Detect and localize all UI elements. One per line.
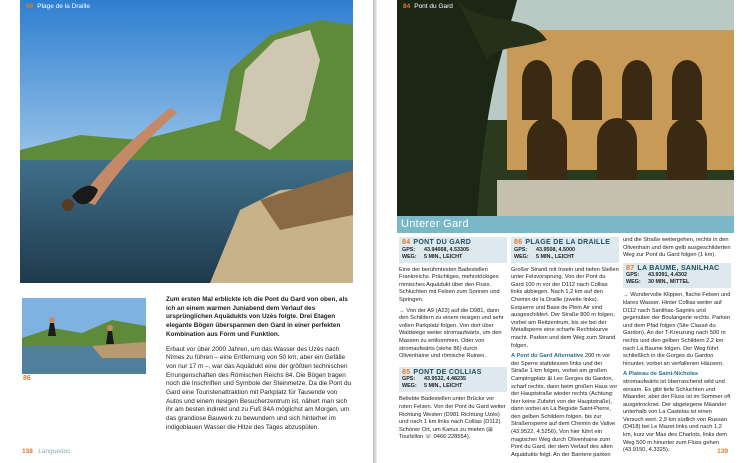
entry-86-header: [511, 237, 619, 263]
entry-87-text: → Wundervolle Klippen, flache Felsen und klares Wasser. Hinter Collias weiter auf D112 nach Sanilhac-Sagriès und gegenüber der Boulangerie rechts. Parken und dem Pfad folgen (Site Classé du Gardon). An der T-Kreuzung nach 500 m rechts und den gelben Schildern 2,2 km nach La Baume folgen. Der Weg führt schließlich in die Gorges du Gardon hinunter, vorbei an verfallenen Häusern.: [623, 292, 731, 367]
entry-84-route: → Von der A9 (A23) auf die D981, dann den Schildern zu einem riesigen und sehr vollen Parkplatz folgen. Von dort über Waldwege weiter stromaufwärts, um den Massen zu entkommen. Oder von stromaufwärts (siehe 86) durch Olivenhaine und römische Ruinen.: [399, 307, 504, 360]
main-photo-caption: [26, 3, 90, 10]
column-2: [511, 237, 619, 462]
diver-photo-illustration: [20, 0, 353, 283]
entry-85-gps: [402, 376, 504, 383]
weg-label: WEG:: [514, 253, 529, 260]
gps-label: GPS:: [514, 246, 528, 253]
entry-86-name: PLAGE DE LA DRAILLE: [525, 239, 611, 246]
entry-86-alt-title: A Pont du Gard Alternative: [511, 353, 584, 360]
gps-value: 43.94668, 4.53305: [424, 246, 469, 253]
entry-84-title: [402, 239, 504, 247]
entry-87-title: [626, 265, 728, 273]
weg-label: WEG:: [402, 253, 417, 260]
left-folio: [22, 448, 70, 455]
entry-84-header: [399, 237, 507, 263]
entry-85-text: Beliebte Badestellen unter Brücke vor roten Felsen. Von der Pont du Gard weiter Richtung Westen (D981 Richtung Uzès) und nach 1 km links nach Collias (D112). Schöner Ort, um Kanus zu mieten (⊞ Tourbillon ☏ 0466 228554).: [399, 396, 506, 441]
entry-84-weg: [402, 254, 504, 261]
section-band: [397, 216, 734, 233]
entry-87-header: [623, 263, 731, 289]
entry-85-weg: [402, 383, 504, 390]
aqueduct-photo-illustration: [397, 0, 734, 216]
right-photo-caption-text: Pont du Gard: [414, 3, 453, 10]
column-1: [399, 237, 507, 445]
weg-label: WEG:: [402, 383, 417, 390]
entry-86-continued: und die Straße weitergehen, rechts in den Olivenhain und dem gelb ausgeschilderten Weg zur Pont du Gard folgen (1 km).: [623, 237, 731, 259]
small-photo-number: 86: [23, 375, 31, 382]
weg-value: 30 MIN., MITTEL: [648, 279, 690, 286]
entry-86-text: Großer Strand mit Inseln und tiefen Stellen unter Felsvorsprung. Von der Pont du Gard 100 m vor der D112 nach Collias links abbiegen. Nach 1,2 km auf den Chemin de la Draille (zweite links). Esquerre und Base de Plein Air sind ausgeschildert. Der Straße 800 m folgen, vorbei am Reitzentrum, bis sie bei der Metallsperre eine scharfe Rechtskurve macht. Parken und dem Weg zum Strand folgen.: [511, 266, 619, 349]
gps-label: GPS:: [402, 246, 416, 253]
body-paragraph: Erbaut vor über 2000 Jahren, um das Wasser des Uzès nach Nîmes zu führen – eine Entfernung von 50 km, aber ein Gefälle von nur 17 m –, war das Aquädukt eine der größten technischen Errungenschaften des Römischen Reichs 84. Die Bögen tragen noch die Inschriften und Symbole der Steinmetze. Da die Pont du Gard eine Touristenattraktion mit Parkplatz für Tausende von Autos und einem riesigen Besucherzentrum ist, nähert man sich ihr am besten indirekt und zu Fuß 84A möglichst am Morgen, um das grandiose Bauwerk zu bewundern und sich hinterher im indigoblauen Wasser die Hitze des Tages abzuspülen.: [166, 345, 352, 431]
small-photo: [22, 298, 146, 374]
main-photo-diver: [20, 0, 353, 283]
left-folio-region: Languedoc: [38, 448, 71, 455]
section-title: Unterer Gard: [401, 218, 469, 230]
weg-value: 5 MIN., LEICHT: [424, 253, 463, 260]
entry-86-title: [514, 239, 616, 247]
main-photo-caption-text: Plage de la Draille: [37, 3, 90, 10]
left-folio-number: 138: [22, 448, 33, 455]
entry-86-alternative: [511, 353, 619, 459]
weg-label: WEG:: [626, 279, 641, 286]
gps-label: GPS:: [402, 376, 416, 383]
weg-value: 5 MIN., LEICHT: [424, 383, 463, 390]
right-folio: [717, 448, 728, 455]
entry-84-text: Eine der berühmtesten Badestellen Frankreichs. Prächtiges, mehrstöckiges römisches Aquädukt über den Fluss. Schluchten mit Felsen zum Sonnen und Springen.: [399, 266, 500, 303]
entry-85-header: [399, 367, 507, 393]
right-page: [377, 0, 750, 463]
entry-86-gps: [514, 247, 616, 254]
entry-86-weg: [514, 254, 616, 261]
entry-84-name: PONT DU GARD: [413, 239, 472, 246]
entry-87-number: 87: [626, 264, 635, 272]
entry-87-alternative: [623, 371, 731, 455]
right-photo-caption-number: 84: [403, 3, 411, 10]
intro-paragraph: Zum ersten Mal erblickte ich die Pont du Gard von oben, als ich an einem warmen Juniabend dem Verlauf des ursprünglichen Aquädukts von Uzès folgte. Drei Etagen elegante Bögen überspannen den Gard in einer perfekten Kombination aus Form und Funktion.: [166, 296, 348, 338]
entry-84-gps: [402, 247, 504, 254]
right-photo-caption: [403, 3, 453, 10]
entry-85-number: 85: [402, 368, 411, 376]
small-photo-illustration: [22, 298, 146, 374]
entry-86-alt-text: 200 m vor der Sperre stattdessen links und der Straße 1 km folgen, vorbei am großen Campingplatz ⊞ Les Gorges du Gardon, scharf rechts, dann beim großen Haus vor der Hauptstraße wieder rechts (Achtung: hier keine Zufahrt von der Hauptstraße), dann vorbei an La Begude Saint-Pierre, den gelben Schildern folgen, bis zur Straßensperre auf dem Chemin de Valive (43.9522, 4.5256). Von hier führt ein magischer Weg durch Olivenhaine zum Pont du Gard, der dem Verlauf des alten Aquädukts folgt. An der Barriere parken: [511, 353, 618, 458]
left-page: [0, 0, 373, 463]
entry-87-name: LA BAUME, SANILHAC: [637, 264, 720, 272]
entry-85-title: [402, 369, 504, 377]
right-folio-number: 139: [717, 448, 728, 455]
gps-label: GPS:: [626, 272, 640, 279]
main-photo-pont-du-gard: [397, 0, 734, 216]
gps-value: 43.9508, 4.5000: [536, 246, 575, 253]
entry-87-weg: [626, 279, 728, 286]
entry-86-number: 86: [514, 239, 523, 246]
entry-87-gps: [626, 272, 728, 279]
entry-84-number: 84: [402, 239, 411, 246]
entry-87-alt-text: stromaufwärts ist überraschend wild und einsam. Es gibt tiefe Schluchten und Mäander, aber der Fluss ist im Sommer oft ausgetrocknet. Der abgelegene Mäander unterhalb von La Castelas ist einen Versuch wert. 2,9 km südlich von Russan (D418) bei Le Mazet links und nach 1,2 km, kurz vor Mas des Charlots, links dem Weg 500 m hinunter zum Fluss gehen (43.9150, 4.3325).: [623, 378, 731, 454]
main-photo-caption-number: 86: [26, 3, 34, 10]
gps-value: 43.9532, 4.48235: [424, 376, 466, 383]
entry-85-name: PONT DE COLLIAS: [413, 368, 482, 376]
weg-value: 5 MIN., LEICHT: [536, 253, 575, 260]
column-3: [623, 237, 731, 458]
entry-87-alt-title: A Plateau de Saint-Nicholas: [623, 371, 699, 378]
gps-value: 43.9391, 4.4302: [648, 272, 687, 279]
left-text-column: [166, 296, 352, 439]
